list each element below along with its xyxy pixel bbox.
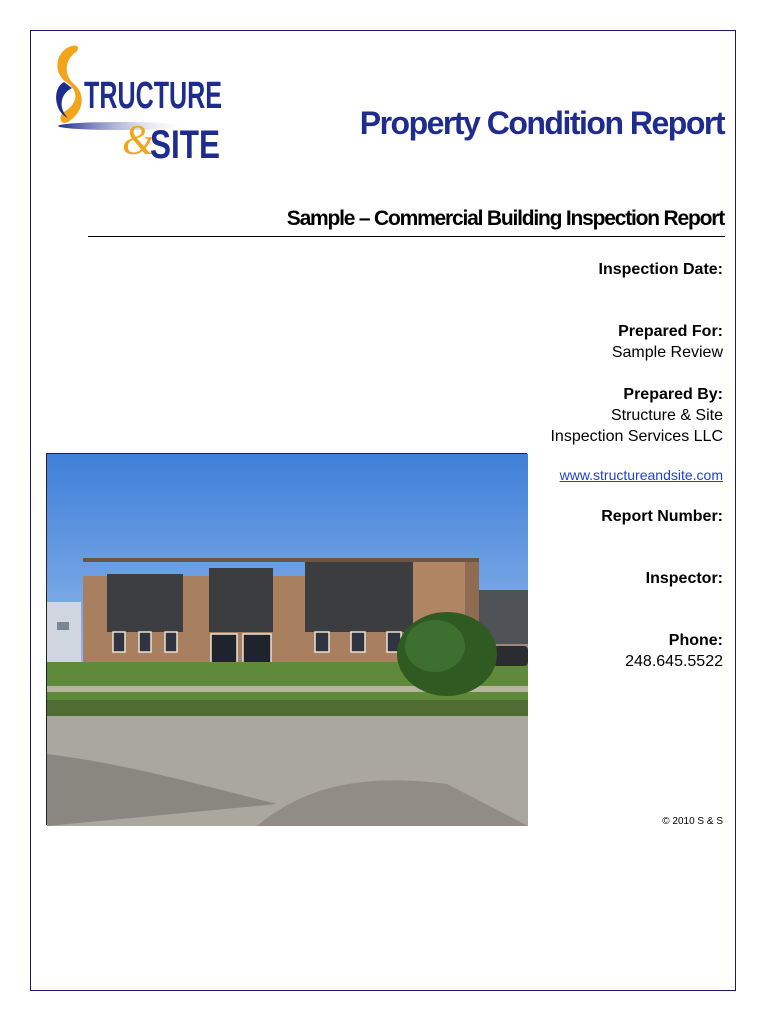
report-number-field bbox=[601, 506, 723, 527]
report-title: Property Condition Report bbox=[359, 105, 724, 141]
inspection-date-field bbox=[599, 259, 723, 280]
svg-text:&: & bbox=[122, 118, 155, 164]
prepared-by-line1: Structure & Site bbox=[610, 407, 723, 424]
building-photo bbox=[46, 453, 527, 825]
title-divider bbox=[88, 236, 725, 237]
prepared-for-value: Sample Review bbox=[611, 344, 723, 361]
website-link[interactable]: www.structureandsite.com bbox=[559, 467, 723, 483]
report-number-label: Report Number: bbox=[601, 508, 723, 525]
svg-text:TRUCTURE: TRUCTURE bbox=[84, 75, 222, 117]
inspector-field bbox=[646, 568, 723, 589]
report-subtitle: Sample – Commercial Building Inspection Report bbox=[286, 207, 724, 230]
prepared-for-field bbox=[612, 321, 723, 363]
svg-text:SITE: SITE bbox=[150, 123, 220, 167]
website-field bbox=[560, 465, 723, 486]
inspection-date-label: Inspection Date: bbox=[598, 261, 723, 278]
phone-label: Phone: bbox=[668, 632, 723, 649]
inspector-label: Inspector: bbox=[645, 570, 723, 587]
phone-value: 248.645.5522 bbox=[625, 653, 723, 670]
prepared-by-field bbox=[550, 384, 723, 447]
prepared-by-line2: Inspection Services LLC bbox=[550, 428, 723, 445]
prepared-by-label: Prepared By: bbox=[623, 386, 723, 403]
structure-site-logo bbox=[50, 42, 230, 167]
prepared-for-label: Prepared For: bbox=[618, 323, 723, 340]
phone-field bbox=[625, 630, 723, 672]
copyright-notice: © 2010 S & S bbox=[662, 816, 723, 827]
